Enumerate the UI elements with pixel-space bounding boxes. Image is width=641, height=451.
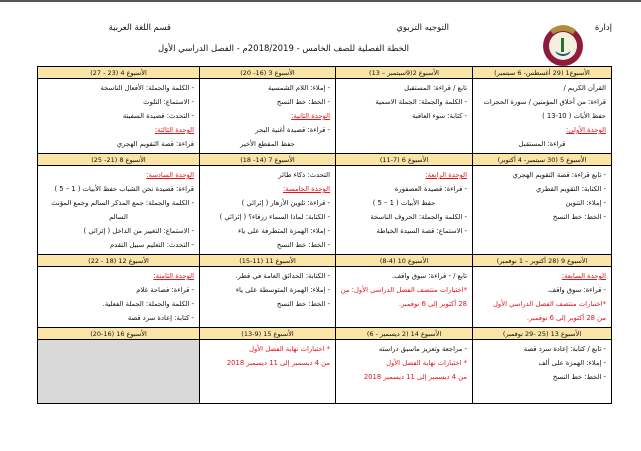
week-content-cell — [336, 340, 473, 404]
lesson-item: - الاستماع: التلوث — [43, 95, 194, 109]
week-content-cell — [38, 166, 200, 255]
semester-plan-table — [37, 66, 612, 404]
unit-heading: الوحدة الخامسة: — [282, 185, 330, 193]
lesson-item: قراءة: المستقبل — [518, 140, 566, 148]
lesson-item: - الكلمة والجملة: الحروف الناسخة — [341, 210, 467, 224]
admin-label: إدارة — [594, 23, 612, 33]
lesson-item: - قراءة: قصيدة أغنية البحر — [205, 123, 330, 137]
week-content-cell — [200, 79, 336, 154]
lesson-item: - الكلمة والجملة: الجملة الفعلية. — [43, 297, 194, 311]
week-content-cell — [473, 340, 612, 404]
week-header: الأسبوع 16 (16-20) — [38, 328, 200, 340]
week-header: الأسبوع 6 (7-11) — [336, 154, 473, 166]
week-header: الأسبوع 15 (9-13) — [200, 328, 336, 340]
window-top-border — [0, 0, 641, 2]
lesson-item: السالم — [109, 213, 128, 221]
unit-heading: الوحدة الثانية: — [291, 112, 330, 120]
week-content-cell — [38, 267, 200, 328]
lesson-item: - الكتابة: التقويم القطري — [478, 182, 606, 196]
lesson-item: - قراءة: سوق واقف. — [478, 283, 606, 297]
week-content-cell — [200, 166, 336, 255]
lesson-item: - الكتابة: الحدائق العامة في قطر. — [205, 269, 330, 283]
unit-heading: الوحدة الرابعة: — [425, 171, 467, 179]
lesson-item: - الخط: خط النسخ — [205, 297, 330, 311]
unit-heading: الوحدة السابعة: — [561, 272, 606, 280]
lesson-item: - إملاء: الهمزة المتطرفة على ياء — [205, 224, 330, 238]
lesson-item: حفظ الأبيات ( 1 – 5 ) — [372, 199, 436, 207]
lesson-item: القرآن الكريم / — [563, 84, 606, 92]
week-header: الأسبوع 11 (11-15) — [200, 255, 336, 267]
week-header: الأسبوع 8 (21- 25) — [38, 154, 200, 166]
week-header: الأسبوع 9 (28 أكتوبر – 1 نوفمبر) — [473, 255, 612, 267]
week-content-cell — [473, 79, 612, 154]
lesson-item: - مراجعة وتعزيز ماسبق دراسته — [341, 342, 467, 356]
page-title: الخطة الفصلية للصف الخامس - 2018/2019م - الفصل الدراسي الأول — [157, 44, 409, 54]
week-header: الأسبوع 4 (23 - 27) — [38, 67, 200, 79]
week-content-cell — [473, 166, 612, 255]
lesson-item: - الاستماع: التغيير من الداخل ( إثرائي ) — [43, 224, 194, 238]
week-content-row — [38, 79, 612, 154]
lesson-item: - إملاء: اللام الشمسية — [205, 81, 330, 95]
department-label: قسم اللغة العربية — [108, 23, 171, 33]
lesson-item: - الخط: خط النسخ — [478, 210, 606, 224]
lesson-item: - تابع / كتابة: إعادة سرد قصة — [478, 342, 606, 356]
exam-note: * اختبارات نهاية الفصل الأول — [386, 359, 467, 367]
unit-heading: الوحدة الثامنة: — [153, 272, 194, 280]
lesson-item: - قراءة: قصيدة العصفورة — [341, 182, 467, 196]
lesson-item: - الاستماع: قصة السيدة الخياطة — [341, 224, 467, 238]
lesson-item: - التحدث: قصيدة السفينة — [43, 109, 194, 123]
week-content-row — [38, 267, 612, 328]
week-header: الأسبوع 5 (30 سبتمبر- 4 أكتوبر) — [473, 154, 612, 166]
exam-note: *اختبارات منتصف الفصل الدراسي الأول: من — [341, 286, 467, 294]
week-content-cell — [336, 166, 473, 255]
lesson-item: - الخط: خط النسخ — [205, 95, 330, 109]
week-header-row — [38, 67, 612, 79]
guidance-label: التوجيه التربوي — [396, 23, 449, 33]
lesson-item: - الكلمة والجملة: الجملة الاسمية — [341, 95, 467, 109]
lesson-item: - كتابة: إعادة سرد قصة — [43, 311, 194, 325]
lesson-item: - قراءة: فصاحة غلام — [43, 283, 194, 297]
unit-heading: الوحدة السادسة: — [146, 171, 194, 179]
lesson-item: - الخط: خط النسخ — [478, 370, 606, 384]
lesson-item: - التحدث: التعليم سبيل التقدم — [43, 238, 194, 252]
lesson-item: - إملاء: الهمزة المتوسطة على ياء — [205, 283, 330, 297]
exam-note: من 4 ديسمبر إلى 11 ديسمبر 2018 — [363, 373, 467, 381]
ministry-logo — [540, 20, 586, 68]
week-content-row — [38, 166, 612, 255]
week-header: الأسبوع 10 (4-8) — [336, 255, 473, 267]
lesson-item: - الكلمة والجملة: الأفعال الناسخة — [43, 81, 194, 95]
week-content-cell — [336, 267, 473, 328]
week-header: الأسبوع 3 (16- 20) — [200, 67, 336, 79]
lesson-item: - إملاء: الهمزة على ألف — [478, 356, 606, 370]
lesson-item: - تابع قراءة: قصة التقويم الهجري — [478, 168, 606, 182]
week-header-row — [38, 154, 612, 166]
lesson-item: تابع / قراءة: المستقبل — [404, 84, 467, 92]
week-header-row — [38, 255, 612, 267]
lesson-item: - الكتابة: لماذا السماء زرقاء؟ ( إثرائي ) — [205, 210, 330, 224]
lesson-item: التحدث: ذكاء طائر — [278, 171, 330, 179]
lesson-item: حفظ المقطع الأخير — [240, 140, 295, 148]
lesson-item: - كتابة: سوء العاقبة — [341, 109, 467, 123]
exam-note: من 28 أكتوبر إلى 6 نوفمبر. — [526, 314, 606, 322]
week-content-cell — [473, 267, 612, 328]
week-header: الأسبوع 7 (14- 18) — [200, 154, 336, 166]
week-header: الأسبوع 13 (25 -29 نوفمبر) — [473, 328, 612, 340]
exam-note: 28 أكتوبر إلى 6 نوفمبر. — [398, 300, 467, 308]
week-content-cell — [200, 267, 336, 328]
lesson-item: - الخط: خط النسخ — [205, 238, 330, 252]
lesson-item: حفظ الأيات ( 10-13 ) — [542, 112, 606, 120]
week-header: الأسبوع 12 (18 - 22) — [38, 255, 200, 267]
lesson-item: - قراءة: تلوين الأزهار ( إثرائي ) — [205, 196, 330, 210]
lesson-item: قراءة: قصيدة نحن الشباب حفظ الأبيات ( 1 – 5 ) — [54, 185, 194, 193]
exam-note: * اختبارات نهاية الفصل الأول — [249, 345, 330, 353]
exam-note: *اختبارات منتصف الفصل الدراسي الأول — [492, 300, 606, 308]
lesson-item: - إملاء: التنوين — [478, 196, 606, 210]
lesson-item: قراءة: قصة التقويم الهجري — [116, 140, 194, 148]
unit-heading: الوحدة الثالثة: — [154, 126, 194, 134]
week-content-cell — [38, 340, 200, 404]
week-content-cell — [336, 79, 473, 154]
lesson-item: - الكلمة والجملة: جمع المذكر السالم وجمع المؤنث — [43, 196, 194, 210]
lesson-item: تابع / - قراءة: سوق واقف. — [391, 272, 467, 280]
week-header: الأسبوع1 (29 أغسطس- 6 سبتمبر) — [473, 67, 612, 79]
week-content-row — [38, 340, 612, 404]
week-header-row — [38, 328, 612, 340]
unit-heading: الوحدة الأولى: — [565, 126, 606, 134]
week-header: الأسبوع 2(9سبتمبر – 13) — [336, 67, 473, 79]
week-content-cell — [200, 340, 336, 404]
exam-note: من 4 ديسمبر إلى 11 ديسمبر 2018 — [226, 359, 330, 367]
week-header: الأسبوع 14 (2 ديسمبر - 6) — [336, 328, 473, 340]
week-content-cell — [38, 79, 200, 154]
lesson-item: قراءة: من أخلاق المؤمنين / سورة الحجرات — [483, 98, 606, 106]
